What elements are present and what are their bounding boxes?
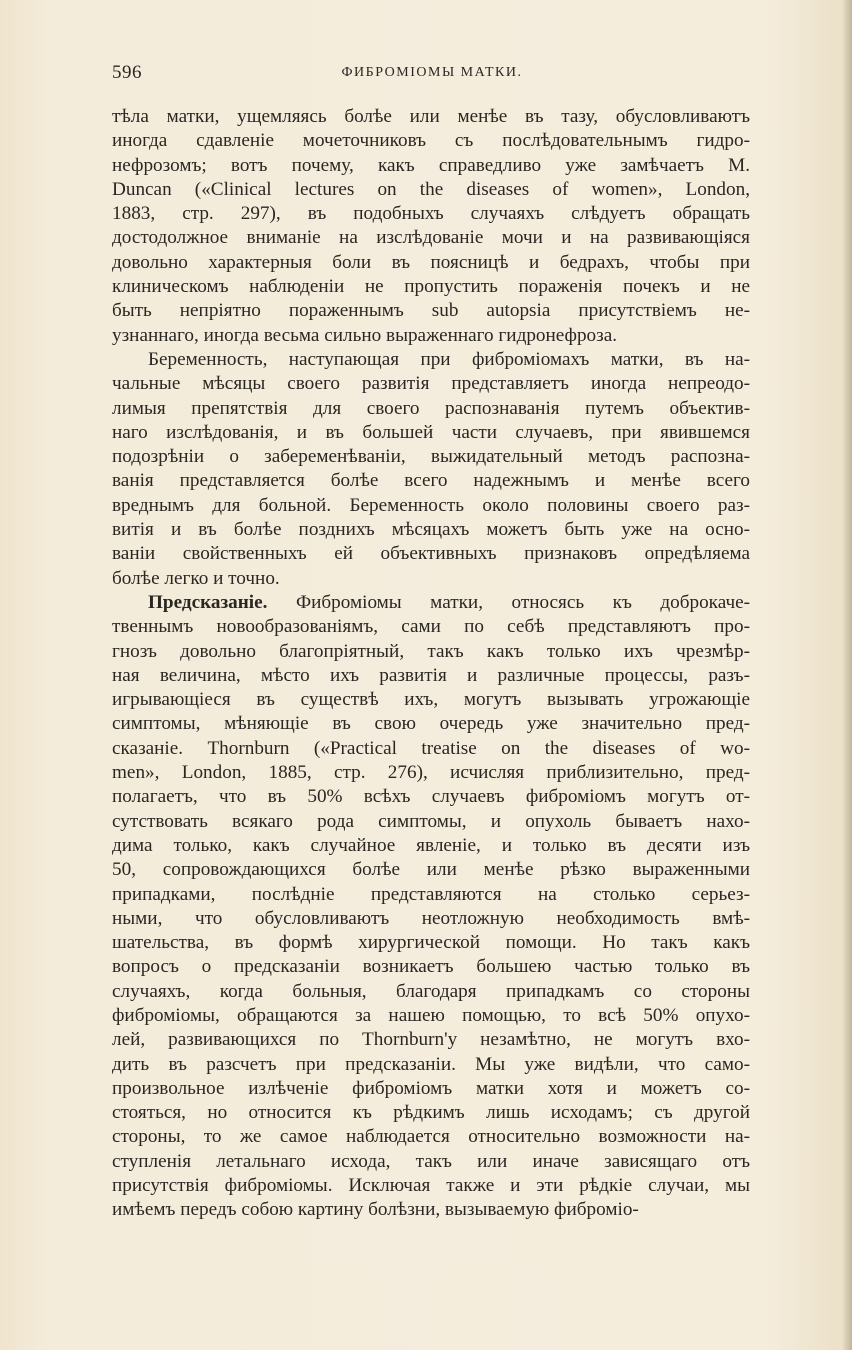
- paragraph-2: [112, 348, 750, 591]
- text-line: припадками, послѣдніе представляются на столько серьез-: [112, 883, 750, 905]
- text-line: твеннымъ новообразованіямъ, сами по себѣ представляютъ про-: [112, 616, 750, 638]
- text-line: ными, что обусловливаютъ неотложную необходимость вмѣ-: [112, 907, 750, 929]
- text-line: дить въ разсчетъ при предсказаніи. Мы уже видѣли, что само-: [112, 1053, 750, 1075]
- text-line: присутствія фиброміомы. Исключая также и эти рѣдкіе случаи, мы: [112, 1175, 750, 1197]
- text-line: болѣе легко и точно.: [112, 567, 280, 589]
- text-line: иногда сдавленіе мочеточниковъ съ послѣдовательнымъ гидро-: [112, 130, 750, 152]
- text-line: men», London, 1885, стр. 276), исчисляя приблизительно, пред-: [112, 762, 750, 784]
- text-line: сказаніе. Thornburn («Practical treatise on the diseases of wo-: [112, 737, 750, 759]
- text-line: дима только, какъ случайное явленіе, и только въ десяти изъ: [112, 834, 750, 856]
- page-header: [112, 62, 752, 86]
- paragraph-3: [112, 591, 750, 1223]
- text-line: произвольное излѣченіе фиброміомъ матки хотя и можетъ со-: [112, 1077, 750, 1099]
- page-edge-shadow: [842, 0, 852, 1350]
- section-heading: Предсказаніе.: [148, 591, 268, 613]
- text-line: вреднымъ для больной. Беременность около половины своего раз-: [112, 494, 750, 516]
- text-line: ная величина, мѣсто ихъ развитія и различные процессы, разъ-: [112, 664, 750, 686]
- text-line: гнозъ довольно благопріятный, такъ какъ только ихъ чрезмѣр-: [112, 640, 750, 662]
- heading-line-rest: Фиброміомы матки, относясь къ доброкаче-: [295, 591, 750, 613]
- text-line: 50, сопровождающихся болѣе или менѣе рѣзко выраженными: [112, 859, 750, 881]
- text-line: Беременность, наступающая при фиброміомахъ матки, въ на-: [148, 348, 750, 370]
- text-line: нефрозомъ; вотъ почему, какъ справедливо уже замѣчаетъ M.: [112, 154, 750, 176]
- text-line: ваніи свойственныхъ ей объективныхъ признаковъ опредѣляема: [112, 543, 750, 565]
- text-line: сутствовать всякаго рода симптомы, и опухоль бываетъ нахо-: [112, 810, 750, 832]
- paragraph-1: [112, 105, 750, 348]
- text-line: тѣла матки, ущемляясь болѣе или менѣе въ тазу, обусловливаютъ: [112, 106, 750, 127]
- text-line: узнаннаго, иногда весьма сильно выраженнаго гидронефроза.: [112, 324, 618, 346]
- text-line: наго изслѣдованія, и въ большей части случаевъ, при явившемся: [112, 421, 750, 443]
- text-line: Duncan («Clinical lectures on the diseases of women», London,: [112, 178, 750, 200]
- text-line: случаяхъ, когда больныя, благодаря припадкамъ со стороны: [112, 980, 750, 1002]
- text-line: лей, развивающихся по Thornburn'у незамѣтно, не могутъ вхо-: [112, 1029, 750, 1051]
- text-line: быть непріятно пораженнымъ sub autopsia присутствіемъ не-: [112, 300, 750, 322]
- body-text: [112, 105, 750, 1223]
- text-line: ступленія летальнаго исхода, такъ или иначе зависящаго отъ: [112, 1150, 750, 1172]
- text-line: 1883, стр. 297), въ подобныхъ случаяхъ слѣдуетъ обращать: [112, 203, 750, 225]
- text-line: стороны, то же самое наблюдается относительно возможности на-: [112, 1126, 750, 1148]
- text-line: лимыя препятствія для своего распознаванія путемъ объектив-: [112, 397, 750, 419]
- page-number: 596: [112, 62, 142, 83]
- text-line: стояться, но относится къ рѣдкимъ лишь исходамъ; съ другой: [112, 1102, 750, 1124]
- text-line: имѣемъ передъ собою картину болѣзни, вызываемую фиброміо-: [112, 1199, 639, 1221]
- text-line: симптомы, мѣняющіе въ свою очередь уже значительно пред-: [112, 713, 750, 735]
- text-line: подозрѣніи о забеременѣваніи, выжидательный методъ распозна-: [112, 446, 750, 468]
- text-line: игрывающіеся въ существѣ ихъ, могутъ вызывать угрожающіе: [112, 689, 750, 711]
- text-line: [112, 591, 750, 615]
- text-line: ванія представляется болѣе всего надежнымъ и менѣе всего: [112, 470, 750, 492]
- text-line: вопросъ о предсказаніи возникаетъ большею частью только въ: [112, 956, 750, 978]
- text-line: витія и въ болѣе позднихъ мѣсяцахъ можетъ быть уже на осно-: [112, 519, 750, 541]
- text-line: чальные мѣсяцы своего развитія представляетъ иногда непреодо-: [112, 373, 750, 395]
- text-line: достодолжное вниманіе на изслѣдованіе мочи и на развивающіяся: [112, 227, 750, 249]
- text-line: довольно характерныя боли въ поясницѣ и бедрахъ, чтобы при: [112, 251, 750, 273]
- text-line: клиническомъ наблюденіи не пропустить пораженія почекъ и не: [112, 276, 750, 298]
- running-title: ФИБРОМІОМЫ МАТКИ.: [341, 65, 523, 80]
- text-line: шательства, въ формѣ хирургической помощи. Но такъ какъ: [112, 932, 750, 954]
- text-line: фиброміомы, обращаются за нашею помощью, то всѣ 50% опухо-: [112, 1004, 750, 1026]
- text-line: полагаетъ, что въ 50% всѣхъ случаевъ фиброміомъ могутъ от-: [112, 786, 750, 808]
